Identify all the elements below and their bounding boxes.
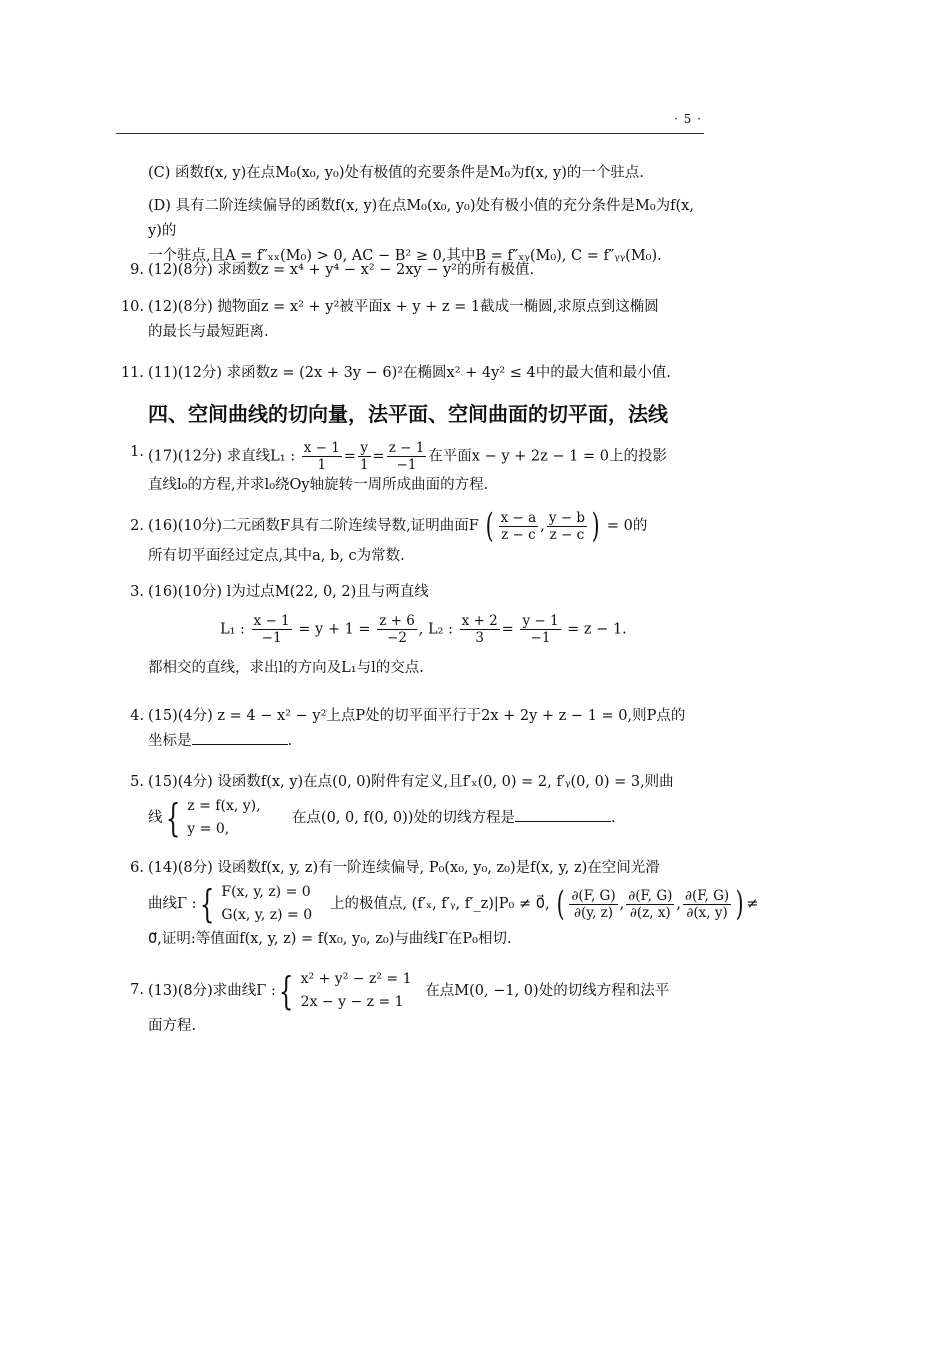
fraction: $\frac{y - 1}{-1}$ (522, 613, 559, 646)
fraction: $\frac{y - b}{z - c}$ (548, 509, 585, 543)
problem-4: 4. (15)(4分) z = 4 − x² − y²上点P处的切平面平行于2x + 2y + z − 1 = 0,则P点的 坐标是 . (130, 708, 686, 749)
equation-system: x² + y² − z² = 1 2x − y − z = 1 (300, 971, 412, 1010)
fraction: $\frac{x - 1}{-1}$ (253, 613, 290, 646)
question-11: 11. (11)(12分) 求函数z = (2x + 3y − 6)²在椭圆x² + 4y² ≤ 4中的最大值和最小值. (120, 365, 671, 381)
section-heading: 四、空间曲线的切向量，法平面、空间曲面的切平面，法线 (148, 402, 668, 426)
problem-6: 6. (14)(8分) 设函数f(x, y, z)有一阶连续偏导, P₀(x₀, y₀, z₀)是f(x, y, z)在空间光滑 曲线Γ :{ F(x, y, z) = 0 G(x, y, z) = 0 上的极值点, (f′ₓ, f′ᵧ, f′_z)|P₀ ≠ 0⃗, ( $\frac{\partial(F, G)}{\partial(y, z)}$ , $\frac{\partial(F, G)}{\partial(z, x)}$ , $\frac{\partial(F, G)}{\partial(x, y)}$ ) ≠ 0⃗,证明:等值面f(x, y, z) = f(x₀, y₀, z₀)与曲线Γ在P₀相切. (130, 860, 759, 947)
fraction: $\frac{z - 1}{-1}$ (388, 440, 425, 473)
question-10: 10. (12)(8分) 抛物面z = x² + y²被平面x + y + z = 1截成一椭圆,求原点到这椭圆 的最长与最短距离. (120, 299, 659, 340)
jacobian: $\frac{\partial(F, G)}{\partial(z, x)}$ (628, 887, 673, 921)
answer-blank (515, 807, 611, 822)
fraction: $\frac{x - a}{z - c}$ (500, 509, 537, 543)
problem-3: 3. (16)(10分) l为过点M(22, 0, 2)且与两直线 L₁ : $\frac{x - 1}{-1}$ = y + 1 = $\frac{z + 6}{-2}$ , L₂ : $\frac{x + 2}{3}$ = $\frac{y - 1}{-1}$ = z − 1. 都相交的直线，求出l的方向及L₁与l的交点. (120, 580, 710, 681)
jacobian: $\frac{\partial(F, G)}{\partial(y, z)}$ (571, 887, 616, 921)
question-9: 9. (12)(8分) 求函数z = x⁴ + y⁴ − x² − 2xy − y²的所有极值. (130, 262, 535, 278)
problem-5: 5. (15)(4分) 设函数f(x, y)在点(0, 0)附件有定义,且f′ₓ(0, 0) = 2, f′ᵧ(0, 0) = 3,则曲 线{ z = f(x, y), y = 0, 在点(0, 0, f(0, 0))处的切线方程是 . (130, 774, 674, 840)
option-d: (D) 具有二阶连续偏导的函数f(x, y)在点M₀(x₀, y₀)处有极小值的充分条件是M₀为f(x, y)的 一个驻点,且A = f″ₓₓ(M₀) > 0, AC − B² ≥ 0,其中B = f″ₓᵧ(M₀), C = f″ᵧᵧ(M₀). (148, 198, 694, 264)
fraction: $\frac{x + 2}{3}$ (461, 613, 498, 646)
problem-1: 1. (17)(12分) 求直线L₁ : $\frac{x - 1}{1}$ = $\frac{y}{1}$ = $\frac{z - 1}{-1}$ 在平面x − y + 2z − 1 = 0上的投影 直线l₀的方程,并求l₀绕Oy轴旋转一周所成曲面的方程. (130, 440, 667, 493)
problem-3-lines: L₁ : $\frac{x - 1}{-1}$ = y + 1 = $\frac{z + 6}{-2}$ , L₂ : $\frac{x + 2}{3}$ = $\frac{y - 1}{-1}$ = z − 1. (220, 613, 627, 646)
equation-system: F(x, y, z) = 0 G(x, y, z) = 0 (221, 884, 313, 923)
problem-7: 7. (13)(8分)求曲线Γ :{ x² + y² − z² = 1 2x − y − z = 1 在点M(0, −1, 0)处的切线方程和法平 面方程. (130, 969, 670, 1034)
problem-2: 2. (16)(10分)二元函数F具有二阶连续导数,证明曲面F ( $\frac{x - a}{z - c}$ , $\frac{y - b}{z - c}$ ) = 0的 所有切平面经过定点,其中a, b, c为常数. (130, 506, 648, 564)
fraction: $\frac{x - 1}{1}$ (303, 440, 340, 473)
page-number: · 5 · (674, 112, 702, 126)
answer-blank (192, 730, 288, 745)
equation-system: z = f(x, y), y = 0, (187, 798, 261, 837)
option-c: (C) 函数f(x, y)在点M₀(x₀, y₀)处有极值的充要条件是M₀为f(x, y)的一个驻点. (148, 165, 645, 181)
header-rule (116, 133, 704, 134)
fraction: $\frac{z + 6}{-2}$ (379, 613, 415, 646)
fraction: $\frac{y}{1}$ (359, 440, 369, 473)
jacobian: $\frac{\partial(F, G)}{\partial(x, y)}$ (684, 887, 730, 921)
